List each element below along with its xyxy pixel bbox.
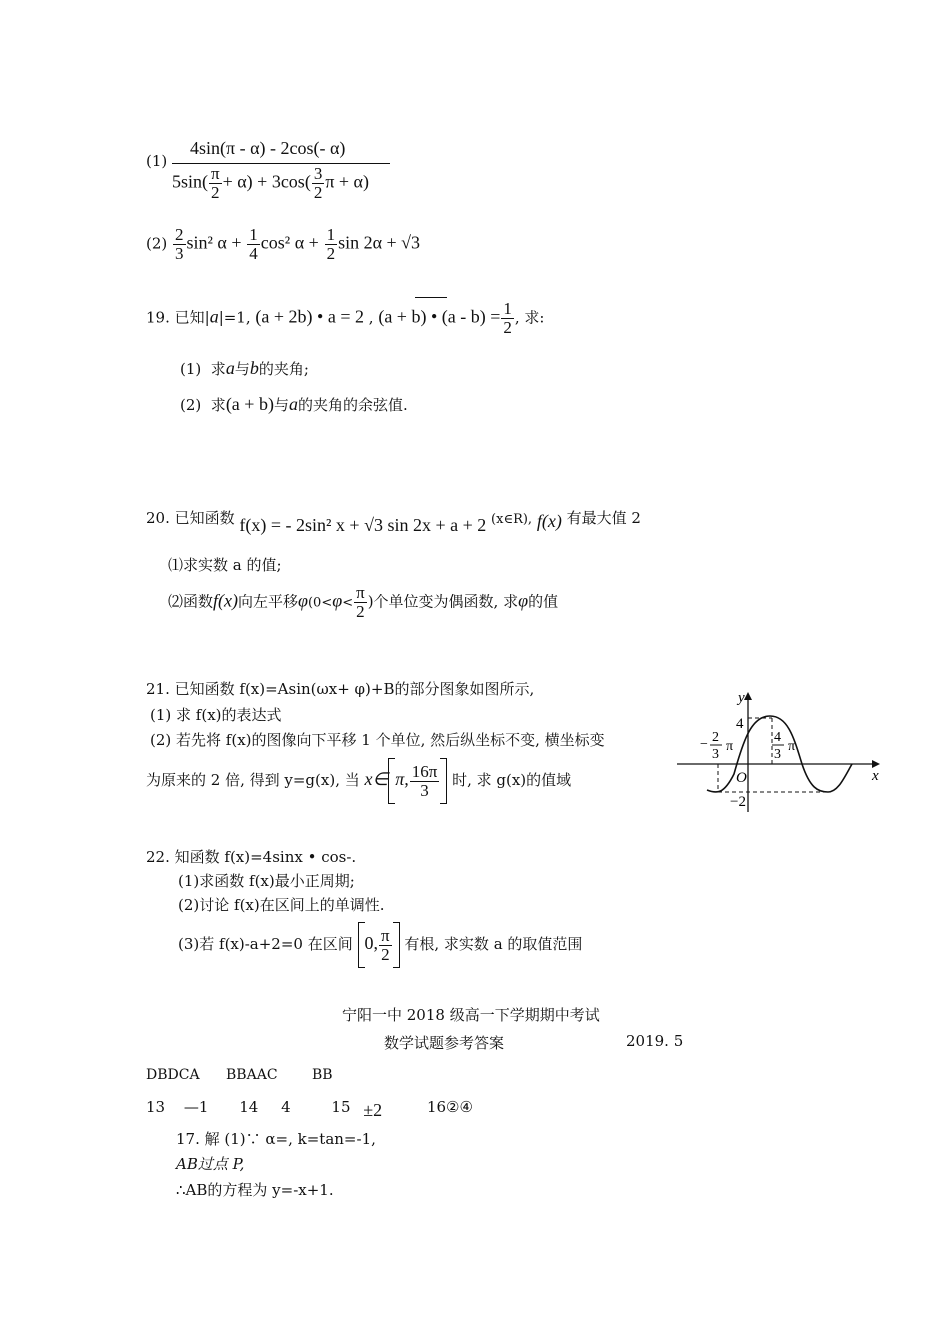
q19-sub1: (1) 求a与b的夹角;	[180, 358, 309, 378]
choice-answers: DBDCA BBAAC BB	[146, 1067, 333, 1083]
y-axis-arrow	[744, 692, 752, 700]
q20-stem: 20. 已知函数 f(x) = - 2sin² x + √3 sin 2x + a + 2 (x∈R), f(x) 有最大值 2	[146, 509, 641, 535]
q17-answer-line1: 17. 解 (1)∵ α=, k=tan=-1,	[176, 1130, 376, 1148]
q21-sub2: (2) 若先将 f(x)的图像向下平移 1 个单位, 然后纵坐标不变, 横坐标变	[150, 731, 605, 749]
q20-sub1: ⑴求实数 a 的值;	[168, 556, 282, 574]
q22-stem: 22. 知函数 f(x)=4sinx • cos-.	[146, 848, 357, 866]
fill-answers: 13 —1 14 4 15 ±2 16②④	[146, 1098, 473, 1120]
q22-sub2: (2)讨论 f(x)在区间上的单调性.	[178, 896, 385, 914]
bracket-right	[440, 758, 447, 804]
answer-subtitle: 数学试题参考答案	[384, 1034, 505, 1052]
q19-stem: 19. 已知|a|=1, (a + 2b) • a = 2 , (a + b) • (a - b) = $\frac{1}{2}$ , 求:	[146, 299, 545, 337]
sine-graph	[672, 688, 887, 818]
x-axis-arrow	[872, 760, 880, 768]
q18-p1-numerator: 4sin(π - α) - 2cos(- α)	[190, 138, 346, 158]
x-label: x	[872, 768, 879, 784]
q19-sub2: (2) 求(a + b)与a的夹角的余弦值.	[180, 394, 408, 414]
q21-sub1: (1) 求 f(x)的表达式	[150, 706, 282, 724]
right-num: 4	[774, 730, 781, 745]
answer-date: 2019. 5	[626, 1032, 684, 1050]
q21-stem: 21. 已知函数 f(x)=Asin(ωx+ φ)+B的部分图象如图所示,	[146, 680, 535, 698]
q17-answer-line2: AB过点 P,	[176, 1155, 245, 1173]
q22-sub3: (3)若 f(x)-a+2=0 在区间 0, $\frac{\pi}{2}$ 有根, 求实数 a 的取值范围	[178, 922, 582, 968]
left-sign: −	[700, 737, 708, 752]
answer-title: 宁阳一中 2018 级高一下学期期中考试	[342, 1006, 600, 1024]
q18-p1-denominator: 5sin( $\frac{\pi}{2}$ + α) + 3cos( $\frac{3}{2}$ π + α)	[172, 164, 369, 202]
left-pi: π	[726, 739, 734, 754]
left-den: 3	[712, 747, 719, 762]
bracket-right	[393, 922, 400, 968]
q21-sub2-cont: 为原来的 2 倍, 得到 y=g(x), 当 x∈ π, $\frac{16\pi}{3}$ 时, 求 g(x)的值域	[146, 758, 571, 804]
q22-sub1: (1)求函数 f(x)最小正周期;	[178, 872, 355, 890]
q17-answer-line3: ∴AB的方程为 y=-x+1.	[176, 1181, 334, 1199]
y-max-label: 4	[736, 716, 744, 732]
q18-p2-label: (2)	[146, 234, 168, 253]
q20-sub2: ⑵函数f(x)向左平移φ(0<φ< $\frac{\pi}{2}$ )个单位变为偶函数, 求φ的值	[168, 583, 559, 621]
fraction-bar	[172, 163, 390, 164]
right-den: 3	[774, 747, 781, 762]
q18-part2: (2) $\frac{2}{3}$ sin² α + $\frac{1}{4}$ cos² α + $\frac{1}{2}$ sin 2α + √3	[146, 225, 421, 263]
origin-label: O	[736, 770, 747, 786]
right-pi: π	[788, 739, 796, 754]
left-num: 2	[712, 730, 719, 745]
bracket-left	[358, 922, 365, 968]
vector-arrow-marks	[415, 297, 447, 298]
y-min-label: −2	[730, 794, 746, 810]
y-label: y	[738, 690, 745, 706]
q18-p1-label: (1)	[146, 152, 168, 170]
